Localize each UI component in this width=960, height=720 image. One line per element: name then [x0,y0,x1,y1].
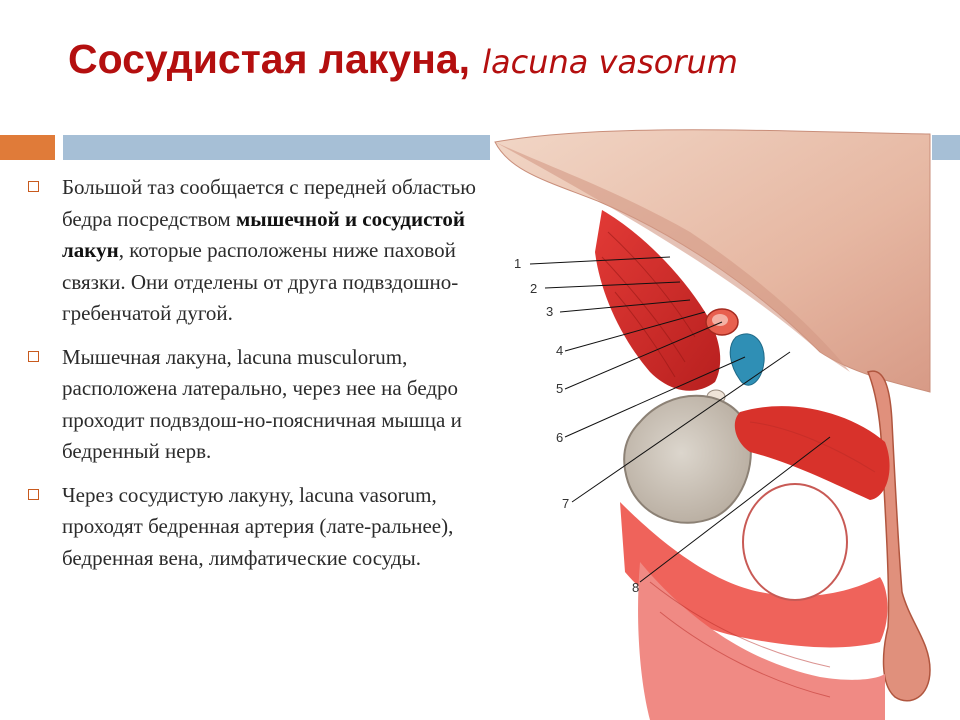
figure-label: 4 [556,343,564,358]
figure-label: 3 [546,304,554,319]
figure-label: 2 [530,281,538,296]
pectineus-muscle [735,406,890,500]
bullet-square-icon [28,351,39,362]
bullet-item [28,172,488,330]
bullet-text: Большой таз сообщается с передней областью бедра посредством [62,175,476,231]
bullet-item [28,342,488,468]
title-main: Сосудистая лакуна [68,36,459,82]
spermatic-cord [868,371,930,701]
bullet-list [28,172,488,586]
bullet-square-icon [28,181,39,192]
figure-label: 8 [632,580,640,595]
anatomy-illustration [490,122,960,720]
bullet-square-icon [28,489,39,500]
femoral-artery-lumen [712,314,728,326]
bullet-text-cont: , которые расположены ниже паховой связки. Они отделены от друга подвздошно-гребенчатой дугой. [62,238,459,325]
accent-bar-blue-left [63,135,490,160]
accent-bar-orange [0,135,55,160]
slide-title [68,36,738,96]
bullet-text: Через сосудистую лакуну, lacuna vasorum, проходят бедренная артерия (лате-ральнее), бедренная вена, лимфатические сосуды. [62,482,454,570]
bullet-item [28,480,488,575]
hip-bone [624,396,751,523]
bullet-bold-text: мышечной и сосудистой лакун [62,206,466,262]
obturator-foramen [743,484,847,600]
figure-label: 5 [556,381,564,396]
figure-label: 6 [556,430,564,445]
figure-label: 7 [562,496,570,511]
bullet-text: Мышечная лакуна, lacuna musculorum, расположена латерально, через нее на бедро проходит подвздош-но-поясничная мышца и бедренный нерв. [62,344,462,463]
figure-label: 1 [514,256,522,271]
femoral-vein [730,334,764,385]
title-separator: , [458,36,471,82]
title-latin: lacuna vasorum [482,43,738,81]
